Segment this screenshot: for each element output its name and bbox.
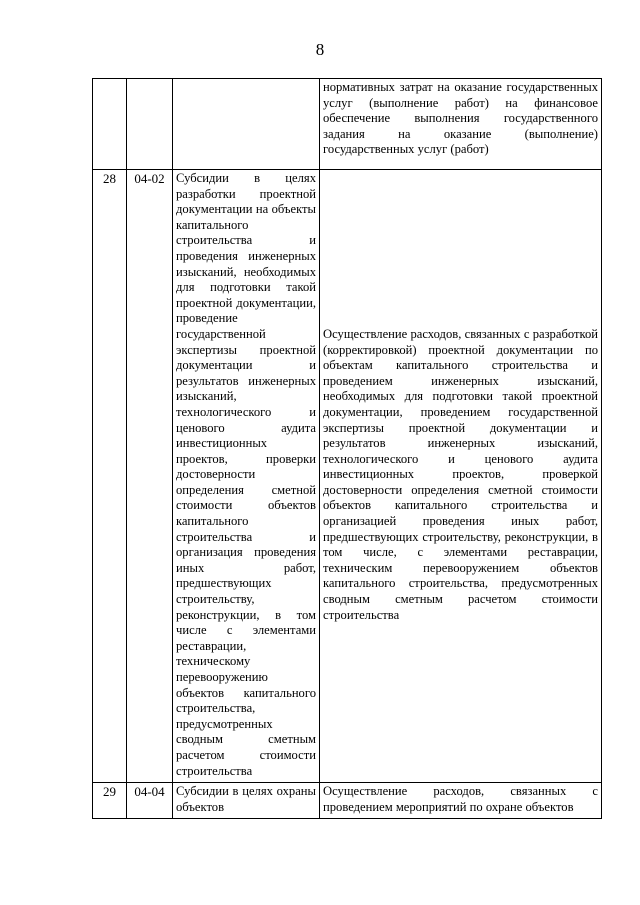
- table-row: [93, 783, 602, 819]
- row-title-cell: Субсидии в целях охраны объектов: [173, 783, 320, 819]
- row-title-cell: Субсидии в целях разработки проектной документации на объекты капитального строительства и проведения инженерных изысканий, необходимых для подготовки такой проектной документации, проведение государственной экспертизы проектной документации и результатов инженерных изысканий, технологического и ценового аудита инвестиционных проектов, проверки достоверности определения сметной стоимости объектов капитального строительства и организация проведения иных работ, предшествующих строительству, реконструкции, в том числе с элементами реставрации, техническому перевооружению объектов капитального строительства, предусмотренных сводным сметным расчетом стоимости строительства: [173, 170, 320, 783]
- row-number-cell: 29: [93, 783, 127, 819]
- row-code-cell: 04-02: [127, 170, 173, 783]
- row-code-cell: [127, 79, 173, 170]
- row-number-cell: 28: [93, 170, 127, 783]
- row-number-cell: [93, 79, 127, 170]
- page-number: 8: [315, 40, 325, 59]
- row-description-cell: нормативных затрат на оказание государственных услуг (выполнение работ) на финансовое обеспечение выполнения государственного задания на оказание (выполнение) государственных услуг (работ): [320, 79, 602, 170]
- row-title-cell: [173, 79, 320, 170]
- row-description-cell: Осуществление расходов, связанных с проведением мероприятий по охране объектов: [320, 783, 602, 819]
- budget-classification-table: [92, 78, 602, 819]
- table-row: [93, 170, 602, 783]
- row-description-cell: Осуществление расходов, связанных с разработкой (корректировкой) проектной документации по объектам капитального строительства и проведением инженерных изысканий, необходимых для подготовки такой проектной документации, проведением государственной экспертизы проектной документации и результатов инженерных изысканий, технологического и ценового аудита инвестиционных проектов, проверкой достоверности определения сметной стоимости объектов капитального строительства и организацией проведения иных работ, предшествующих строительству, реконструкции, в том числе, с элементами реставрации, техническим перевооружением объектов капитального строительства, предусмотренных сводным сметным расчетом стоимости строительства: [320, 170, 602, 783]
- table-row: [93, 79, 602, 170]
- row-code-cell: 04-04: [127, 783, 173, 819]
